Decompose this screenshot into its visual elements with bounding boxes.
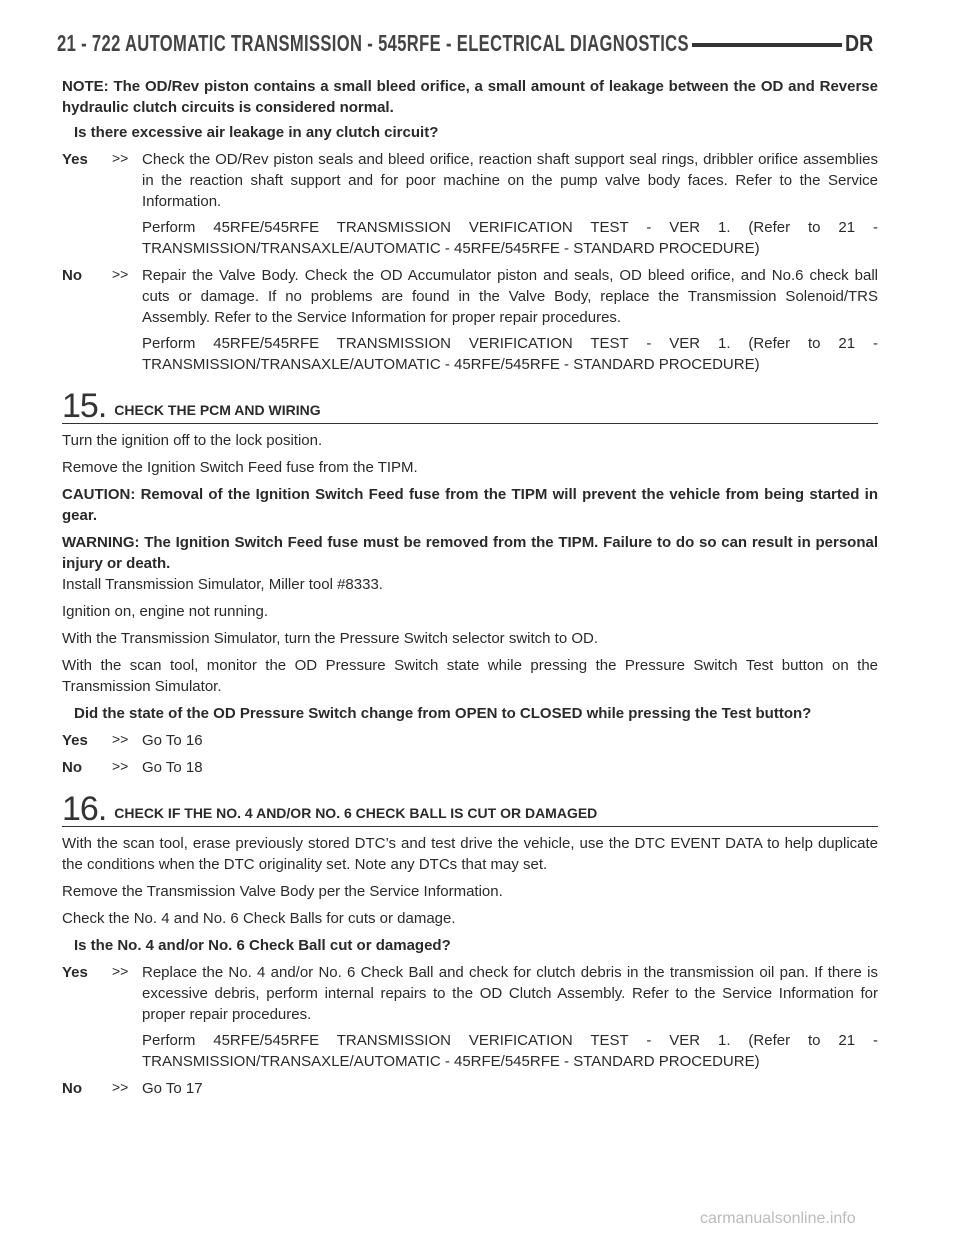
page-header [57,30,878,64]
answer-perform: Perform 45RFE/545RFE TRANSMISSION VERIFICATION TEST - VER 1. (Refer to 21 - TRANSMISSION/TRANSAXLE/AUTOMATIC - 45RFE/545RFE - STANDARD PROCEDURE) [142,335,878,373]
answer-perform: Perform 45RFE/545RFE TRANSMISSION VERIFICATION TEST - VER 1. (Refer to 21 - TRANSMISSION/TRANSAXLE/AUTOMATIC - 45RFE/545RFE - STANDARD PROCEDURE) [142,219,878,257]
arrow-icon: >> [112,731,129,747]
answer-yes [62,730,878,751]
answer-label: No [62,267,82,284]
instruction: Turn the ignition off to the lock position. [62,432,323,449]
answer-text: Go To 18 [142,759,203,776]
arrow-icon: >> [112,266,129,282]
answer-text: Go To 16 [142,732,203,749]
header-title: 21 - 722 AUTOMATIC TRANSMISSION - 545RFE - ELECTRICAL DIAGNOSTICS [57,30,689,56]
header-code: DR [845,30,874,56]
caution: CAUTION: Removal of the Ignition Switch Feed fuse from the TIPM will prevent the vehicle from being started in gear. [62,486,878,524]
answer-yes [62,149,878,259]
watermark: carmanualsonline.info [700,1210,856,1227]
arrow-icon: >> [112,963,129,979]
question: Is the No. 4 and/or No. 6 Check Ball cut or damaged? [74,937,451,954]
instruction: With the Transmission Simulator, turn the Pressure Switch selector switch to OD. [62,630,599,647]
step-number: 16. [62,790,107,828]
answer-yes [62,962,878,1072]
instruction: Remove the Ignition Switch Feed fuse from the TIPM. [62,459,418,476]
answer-text: Repair the Valve Body. Check the OD Accumulator piston and seals, OD bleed orifice, and No.6 check ball cuts or damage. If no problems are found in the Valve Body, replace the Transmission Solenoid/TRS Assembly. Refer to the Service Information for proper repair procedures. [142,267,878,326]
arrow-icon: >> [112,1079,129,1095]
answer-label: Yes [62,151,88,168]
answer-label: Yes [62,732,88,749]
warning: WARNING: The Ignition Switch Feed fuse must be removed from the TIPM. Failure to do so can result in personal injury or death. [62,534,878,572]
answer-label: Yes [62,964,88,981]
instruction: Install Transmission Simulator, Miller tool #8333. [62,576,383,593]
instruction: Ignition on, engine not running. [62,603,268,620]
answer-no [62,265,878,375]
arrow-icon: >> [112,150,129,166]
answer-perform: Perform 45RFE/545RFE TRANSMISSION VERIFICATION TEST - VER 1. (Refer to 21 - TRANSMISSION/TRANSAXLE/AUTOMATIC - 45RFE/545RFE - STANDARD PROCEDURE) [142,1032,878,1070]
step-number: 15. [62,387,107,425]
manual-page [57,30,878,1099]
step-title: CHECK IF THE NO. 4 AND/OR NO. 6 CHECK BALL IS CUT OR DAMAGED [114,805,598,821]
step-heading [62,387,878,425]
question: Did the state of the OD Pressure Switch change from OPEN to CLOSED while pressing the Test button? [74,705,812,722]
answer-text: Go To 17 [142,1080,203,1097]
step-title: CHECK THE PCM AND WIRING [114,402,321,418]
answer-text: Check the OD/Rev piston seals and bleed orifice, reaction shaft support seal rings, dribbler orifice assemblies in the reaction shaft support and for poor machine on the pump valve body faces. Refer to the Service Information. [142,151,878,210]
answer-label: No [62,759,82,776]
question: Is there excessive air leakage in any clutch circuit? [74,124,439,141]
instruction: Remove the Transmission Valve Body per the Service Information. [62,883,503,900]
answer-no [62,757,878,778]
instruction: Check the No. 4 and No. 6 Check Balls for cuts or damage. [62,910,456,927]
instruction: With the scan tool, erase previously stored DTC’s and test drive the vehicle, use the DTC EVENT DATA to help duplicate the conditions when the DTC originality set. Note any DTCs that may set. [62,835,878,873]
arrow-icon: >> [112,758,129,774]
answer-no [62,1078,878,1099]
step-heading [62,790,878,828]
note: NOTE: The OD/Rev piston contains a small bleed orifice, a small amount of leakage between the OD and Reverse hydraulic clutch circuits is considered normal. [62,78,878,116]
answer-text: Replace the No. 4 and/or No. 6 Check Ball and check for clutch debris in the transmission oil pan. If there is excessive debris, perform internal repairs to the OD Clutch Assembly. Refer to the Service Information for proper repair procedures. [142,964,878,1023]
answer-label: No [62,1080,82,1097]
instruction: With the scan tool, monitor the OD Pressure Switch state while pressing the Pressure Switch Test button on the Transmission Simulator. [62,657,878,695]
header-rule [692,43,842,47]
